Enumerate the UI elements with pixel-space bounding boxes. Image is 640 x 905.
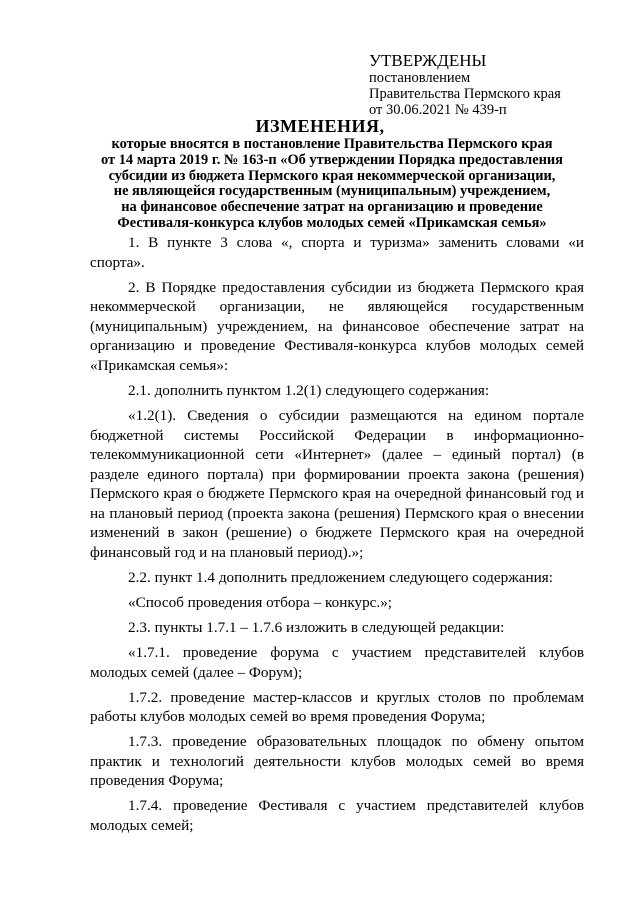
document-subtitle [72,137,592,232]
approval-line-2: Правительства Пермского края [369,86,561,102]
document-title: ИЗМЕНЕНИЯ, [255,116,385,136]
subtitle-line: субсидии из бюджета Пермского края некоммерческой организации, [108,167,556,184]
paragraph-item-1: 1. В пункте 3 слова «, спорта и туризма» заменить словами «и спорта». [90,234,584,271]
paragraph-item-2-3: 2.3. пункты 1.7.1 – 1.7.6 изложить в следующей редакции: [128,619,505,637]
subtitle-line: Фестиваля-конкурса клубов молодых семей «Прикамская семья» [117,214,547,231]
document-body [90,233,584,841]
approval-line-3: от 30.06.2021 № 439-п [369,102,507,118]
approval-block [369,52,619,118]
paragraph-quote-1-2-1: «1.2(1). Сведения о субсидии размещаются на едином портале бюджетной системы Российской Федерации в информационно-телекоммуникационной сети «Интернет» (далее – единый портал) (в разделе единого портала) при формировании проекта закона (решения) Пермского края о бюджете Пермского края на очередной финансовый год и на плановый период (проекта закона (решения) Пермского края о внесении изменений в закон (решение) о бюджете Пермского края на очередной финансовый год и на плановый период).»; [90,406,584,562]
paragraph-item-2: 2. В Порядке предоставления субсидии из бюджета Пермского края некоммерческой организации, не являющейся государственным (муниципальным) учреждением, на финансовое обеспечение затрат на организацию и проведение Фестиваля-конкурса клубов молодых семей «Прикамская семья»: [90,278,584,374]
subtitle-line: которые вносятся в постановление Правительства Пермского края [111,136,553,152]
paragraph-item-2-2: 2.2. пункт 1.4 дополнить предложением следующего содержания: [128,569,553,587]
subtitle-line: от 14 марта 2019 г. № 163-п «Об утверждении Порядка предоставления [101,151,563,168]
paragraph-item-1-7-4: 1.7.4. проведение Фестиваля с участием представителей клубов молодых семей; [90,797,584,834]
paragraph-quote-selection-method: «Способ проведения отбора – конкурс.»; [128,594,393,612]
subtitle-line: не являющейся государственным (муниципальным) учреждением, [113,183,551,200]
paragraph-item-1-7-3: 1.7.3. проведение образовательных площадок по обмену опытом практик и технологий деятельности клубов молодых семей во время проведения Форума; [90,733,584,790]
paragraph-item-1-7-1: «1.7.1. проведение форума с участием представителей клубов молодых семей (далее – Форум); [90,644,584,681]
paragraph-item-2-1: 2.1. дополнить пунктом 1.2(1) следующего содержания: [128,381,490,399]
approval-line-1: постановлением [369,70,471,86]
approval-heading: УТВЕРЖДЕНЫ [369,51,487,70]
paragraph-item-1-7-2: 1.7.2. проведение мастер-классов и круглых столов по проблемам работы клубов молодых семей во время проведения Форума; [90,688,584,726]
subtitle-line: на финансовое обеспечение затрат на организацию и проведение [121,199,543,216]
